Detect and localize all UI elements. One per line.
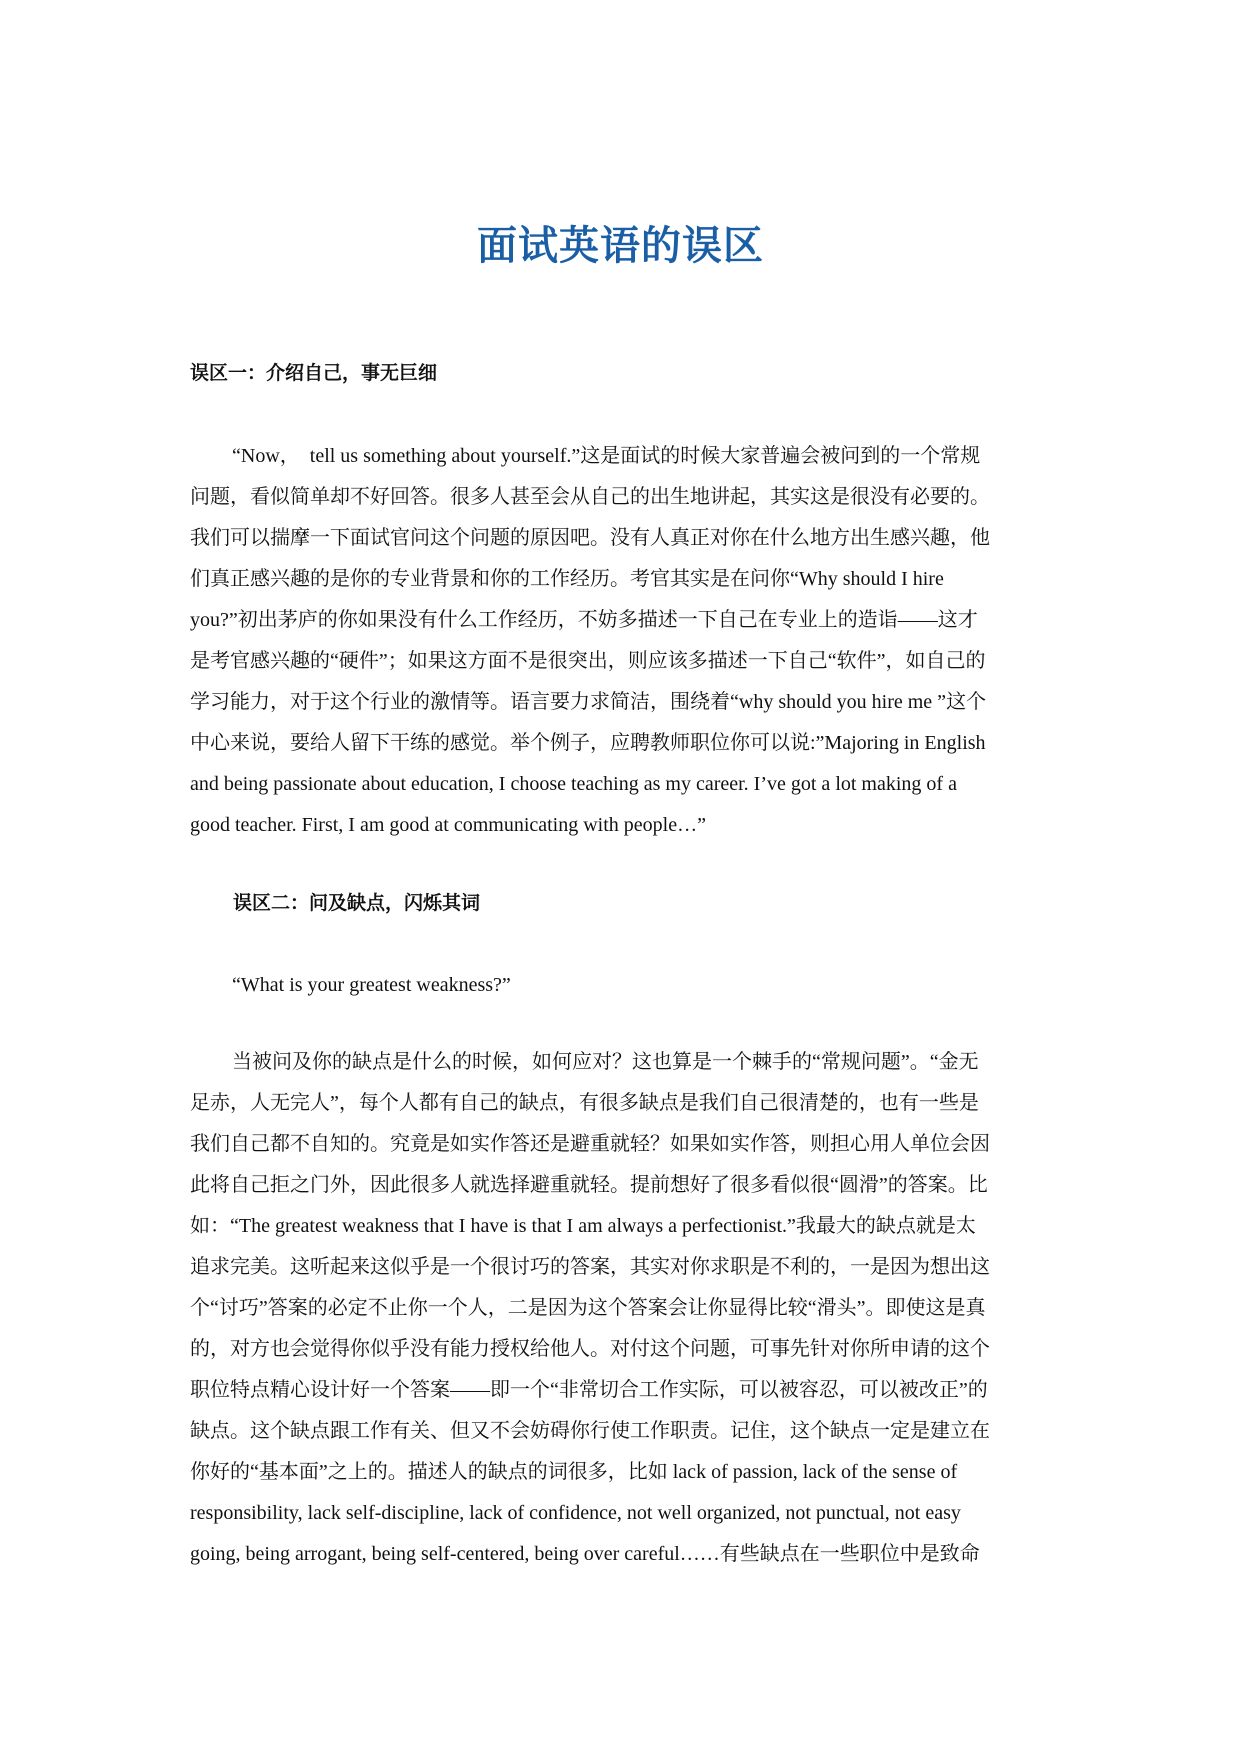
paragraph-line: 们真正感兴趣的是你的专业背景和你的工作经历。考官其实是在问你“Why should I hire (190, 568, 944, 590)
paragraph-line: 此将自己拒之门外，因此很多人就选择避重就轻。提前想好了很多看似很“圆滑”的答案。比 (190, 1174, 988, 1196)
section-2-question (190, 965, 1060, 1006)
paragraph-line: 我们可以揣摩一下面试官问这个问题的原因吧。没有人真正对你在什么地方出生感兴趣，他 (190, 527, 990, 549)
paragraph-line: 追求完美。这听起来这似乎是一个很讨巧的答案，其实对你求职是不利的，一是因为想出这 (190, 1256, 990, 1278)
paragraph-line: 职位特点精心设计好一个答案——即一个“非常切合工作实际，可以被容忍，可以被改正”的 (190, 1379, 988, 1401)
paragraph-line: 个“讨巧”答案的必定不止你一个人，二是因为这个答案会让你显得比较“滑头”。即使这是真 (190, 1297, 986, 1319)
paragraph-line: 缺点。这个缺点跟工作有关、但又不会妨碍你行使工作职责。记住，这个缺点一定是建立在 (190, 1420, 990, 1442)
paragraph-line: 你好的“基本面”之上的。描述人的缺点的词很多，比如 lack of passion, lack of the sense of (190, 1461, 958, 1483)
paragraph-line: 如：“The greatest weakness that I have is that I am always a perfectionist.”我最大的缺点就是太 (190, 1215, 976, 1237)
section-heading-2: 误区二：问及缺点，闪烁其词 (233, 892, 481, 914)
paragraph-line: 学习能力，对于这个行业的激情等。语言要力求简洁，围绕着“why should you hire me ”这个 (190, 691, 987, 713)
paragraph-line: and being passionate about education, I choose teaching as my career. I’ve got a lot making of a (190, 773, 957, 795)
paragraph-line: responsibility, lack self-discipline, lack of confidence, not well organized, not punctual, not easy (190, 1502, 961, 1524)
paragraph-line: “What is your greatest weakness?” (232, 974, 511, 996)
paragraph-line: 当被问及你的缺点是什么的时候，如何应对？这也算是一个棘手的“常规问题”。“金无 (232, 1051, 979, 1073)
paragraph-line: 是考官感兴趣的“硬件”；如果这方面不是很突出，则应该多描述一下自己“软件”，如自己的 (190, 650, 986, 672)
paragraph-line: good teacher. First, I am good at communicating with people…” (190, 814, 706, 836)
document-title: 面试英语的误区 (477, 222, 764, 269)
section-heading-1: 误区一：介绍自己，事无巨细 (190, 362, 438, 384)
paragraph-line: you?”初出茅庐的你如果没有什么工作经历，不妨多描述一下自己在专业上的造诣——这才 (190, 609, 978, 631)
paragraph-line: going, being arrogant, being self-centered, being over careful……有些缺点在一些职位中是致命 (190, 1543, 980, 1565)
paragraph-line: 的，对方也会觉得你似乎没有能力授权给他人。对付这个问题，可事先针对你所申请的这个 (190, 1338, 990, 1360)
paragraph-line: “Now， tell us something about yourself.”这是面试的时候大家普遍会被问到的一个常规 (232, 445, 981, 467)
section-2-paragraph (190, 1042, 1060, 1575)
section-1-paragraph (190, 436, 1060, 846)
paragraph-line: 我们自己都不自知的。究竟是如实作答还是避重就轻？如果如实作答，则担心用人单位会因 (190, 1133, 990, 1155)
paragraph-line: 足赤，人无完人”，每个人都有自己的缺点，有很多缺点是我们自己很清楚的，也有一些是 (190, 1092, 979, 1114)
paragraph-line: 问题，看似简单却不好回答。很多人甚至会从自己的出生地讲起，其实这是很没有必要的。 (190, 486, 990, 508)
paragraph-line: 中心来说，要给人留下干练的感觉。举个例子，应聘教师职位你可以说:”Majoring in English (190, 732, 986, 754)
